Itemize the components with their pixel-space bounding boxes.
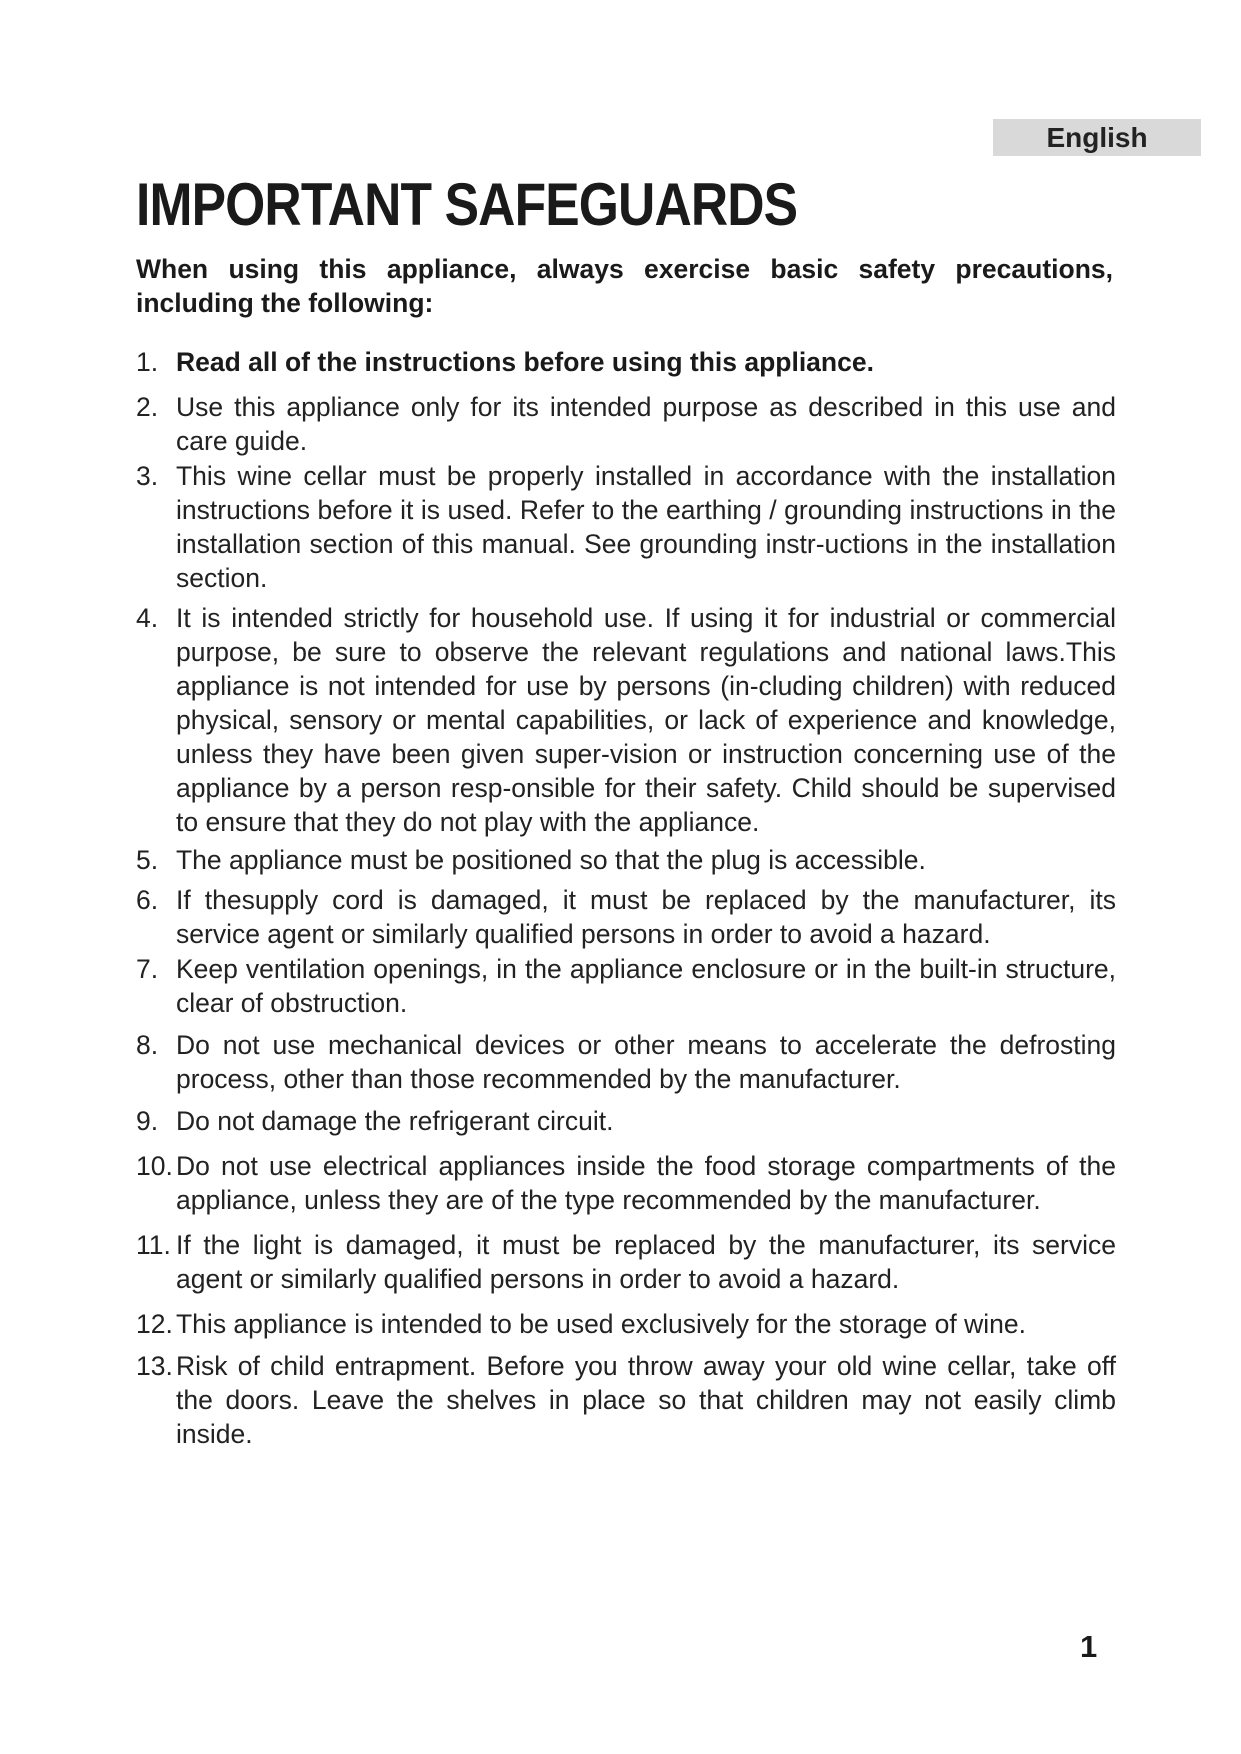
item-text: This appliance is intended to be used exclusively for the storage of wine. bbox=[176, 1309, 1026, 1339]
item-text: It is intended strictly for household use. If using it for industrial or commercial purpose, be sure to observe the relevant regulations and national laws.This appliance is not intended for use by persons (in-cluding children) with reduced physical, sensory or mental capabilities, or lack of experience and knowledge, unless they have been given super-vision or instruction concerning use of the appliance by a person resp-onsible for their safety. Child should be supervised to ensure that they do not play with the appliance. bbox=[176, 603, 1116, 837]
item-number: 4. bbox=[136, 603, 159, 633]
item-number: 9. bbox=[136, 1106, 159, 1136]
list-item bbox=[136, 1307, 1116, 1341]
item-text: Use this appliance only for its intended purpose as described in this use and care guide. bbox=[176, 392, 1116, 456]
item-text: The appliance must be positioned so that the plug is accessible. bbox=[176, 845, 926, 875]
list-item bbox=[136, 390, 1116, 458]
list-item bbox=[136, 1104, 1116, 1138]
language-tab: English bbox=[993, 119, 1201, 156]
list-item bbox=[136, 1349, 1116, 1451]
item-number: 11. bbox=[136, 1230, 171, 1260]
item-text: Do not use mechanical devices or other means to accelerate the defrosting process, other than those recommended by the manufacturer. bbox=[176, 1030, 1116, 1094]
item-text: If the light is damaged, it must be replaced by the manufacturer, its service agent or similarly qualified persons in order to avoid a hazard. bbox=[176, 1230, 1116, 1294]
item-text: Read all of the instructions before using this appliance. bbox=[176, 347, 874, 377]
list-item bbox=[136, 952, 1116, 1020]
item-number: 13. bbox=[136, 1351, 173, 1381]
page-title: IMPORTANT SAFEGUARDS bbox=[136, 171, 798, 238]
item-text: If thesupply cord is damaged, it must be replaced by the manufacturer, its service agent or similarly qualified persons in order to avoid a hazard. bbox=[176, 885, 1116, 949]
item-text: Keep ventilation openings, in the appliance enclosure or in the built-in structure, clear of obstruction. bbox=[176, 954, 1116, 1018]
list-item bbox=[136, 459, 1116, 595]
list-item bbox=[136, 345, 1116, 379]
list-item bbox=[136, 843, 1116, 877]
list-item bbox=[136, 1149, 1116, 1217]
item-number: 5. bbox=[136, 845, 159, 875]
item-text: Do not damage the refrigerant circuit. bbox=[176, 1106, 614, 1136]
list-item bbox=[136, 883, 1116, 951]
list-item bbox=[136, 1028, 1116, 1096]
item-number: 12. bbox=[136, 1309, 173, 1339]
item-number: 7. bbox=[136, 954, 159, 984]
safeguards-list bbox=[136, 345, 1116, 1451]
item-text: This wine cellar must be properly installed in accordance with the installation instructions before it is used. Refer to the earthing / grounding instructions in the installation section of this manual. See grounding instr-uctions in the installation section. bbox=[176, 461, 1116, 593]
item-number: 10. bbox=[136, 1151, 173, 1181]
item-number: 8. bbox=[136, 1030, 159, 1060]
page-number: 1 bbox=[1080, 1629, 1098, 1664]
item-text: Risk of child entrapment. Before you throw away your old wine cellar, take off the doors. Leave the shelves in place so that children may not easily climb inside. bbox=[176, 1351, 1116, 1449]
list-item bbox=[136, 1228, 1116, 1296]
item-number: 2. bbox=[136, 392, 159, 422]
item-number: 3. bbox=[136, 461, 159, 491]
intro-text: When using this appliance, always exercise basic safety precautions, including the following: bbox=[136, 254, 1113, 318]
item-text: Do not use electrical appliances inside the food storage compartments of the appliance, unless they are of the type recommended by the manufacturer. bbox=[176, 1151, 1116, 1215]
item-number: 6. bbox=[136, 885, 159, 915]
item-number: 1. bbox=[136, 347, 159, 377]
list-item bbox=[136, 601, 1116, 839]
